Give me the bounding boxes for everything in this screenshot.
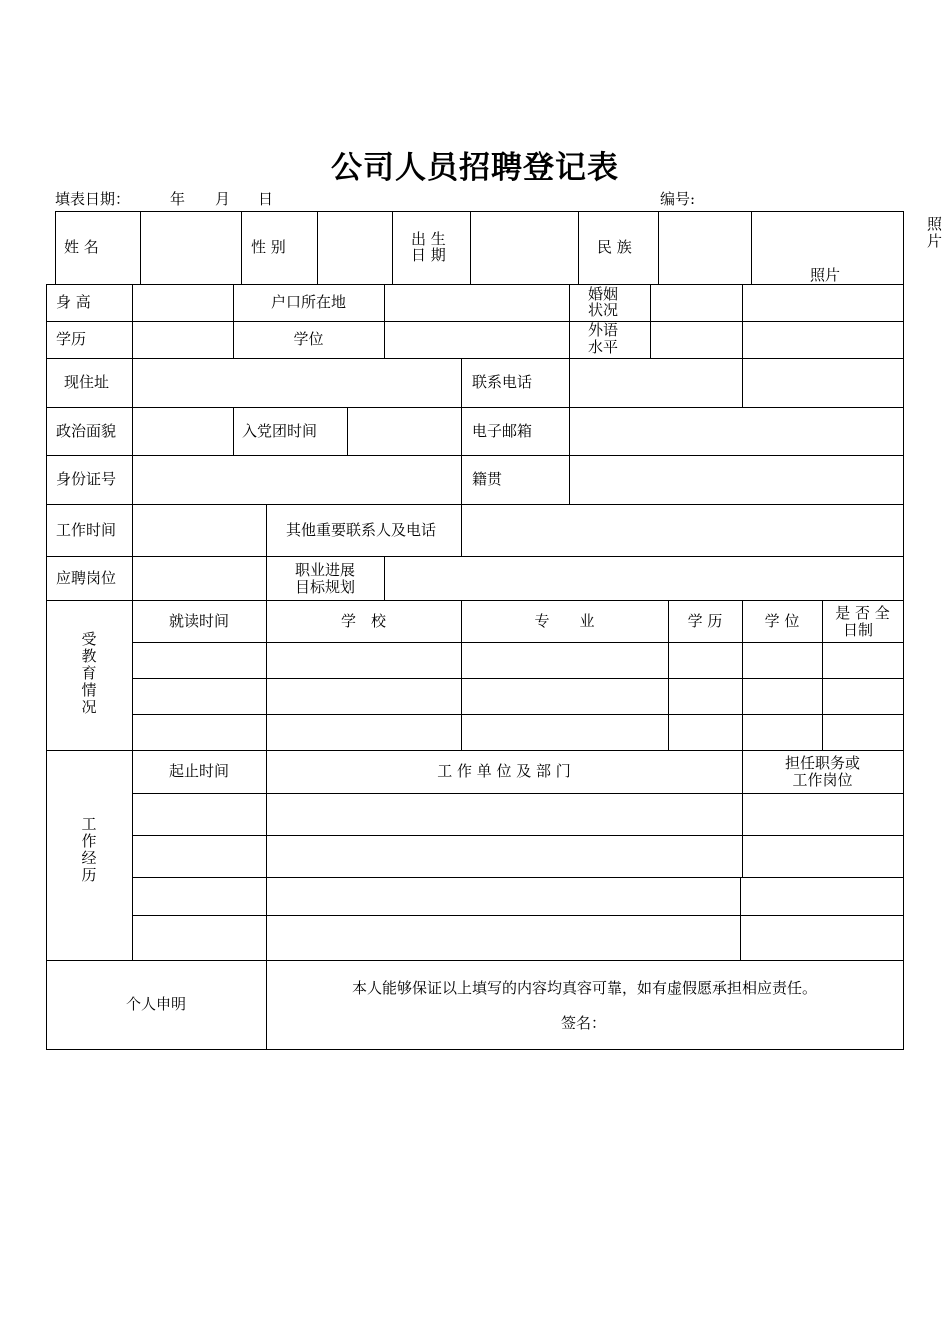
birth-date-label-line1: 出 生 (411, 230, 446, 248)
edu-education-header: 学 历 (687, 612, 723, 630)
education-section-label: 受教育情况 (81, 630, 97, 716)
declaration-label: 个人申明 (125, 995, 186, 1013)
height-label: 身 高 (56, 293, 91, 311)
marital-status-label-line1: 婚姻 (588, 285, 619, 303)
work-section-label: 工作经历 (81, 815, 97, 884)
edu-major-header: 专 业 (534, 612, 595, 630)
edu-fulltime-header-line2: 日制 (842, 621, 873, 639)
language-level-label-line1: 外语 (588, 321, 619, 339)
work-duty-header-line2: 工作岗位 (792, 771, 853, 789)
work-period-header: 起止时间 (168, 762, 229, 780)
edu-degree-header: 学 位 (764, 612, 800, 630)
year-label: 年 (170, 190, 186, 208)
photo-label: 照片 (810, 266, 841, 284)
serial-number-label: 编号: (660, 190, 696, 208)
hukou-label: 户口所在地 (270, 293, 346, 311)
fill-date-label: 填表日期： (55, 190, 131, 208)
work-time-label: 工作时间 (56, 521, 117, 539)
side-photo-label: 照片 (927, 215, 943, 250)
form-title: 公司人员招聘登记表 (331, 150, 619, 186)
name-label: 姓 名 (64, 238, 99, 256)
birth-date-label-line2: 日 期 (411, 246, 446, 264)
career-plan-label-line1: 职业进展 (294, 561, 355, 579)
party-join-time-label: 入党团时间 (242, 422, 318, 440)
language-level-label-line2: 水平 (588, 338, 619, 356)
education-label: 学历 (56, 330, 87, 348)
ethnicity-label: 民 族 (597, 238, 632, 256)
other-contact-label: 其他重要联系人及电话 (286, 521, 437, 539)
day-label: 日 (258, 190, 274, 208)
phone-label: 联系电话 (472, 373, 533, 391)
gender-label: 性 别 (251, 238, 286, 256)
degree-label: 学位 (293, 330, 324, 348)
applied-position-label: 应聘岗位 (56, 569, 117, 587)
work-duty-header-line1: 担任职务或 (784, 754, 860, 772)
month-label: 月 (215, 190, 231, 208)
work-unit-header: 工 作 单 位 及 部 门 (437, 762, 571, 780)
address-label: 现住址 (64, 373, 110, 391)
id-number-label: 身份证号 (56, 470, 117, 488)
declaration-text: 本人能够保证以上填写的内容均真容可靠，如有虚假愿承担相应责任。 (351, 979, 817, 997)
signature-label: 签名： (561, 1014, 607, 1032)
edu-period-header: 就读时间 (168, 612, 229, 630)
career-plan-label-line2: 目标规划 (294, 578, 355, 596)
edu-fulltime-header-line1: 是 否 全 (835, 604, 890, 622)
edu-school-header: 学 校 (340, 612, 386, 630)
marital-status-label-line2: 状况 (588, 301, 619, 319)
native-place-label: 籍贯 (472, 470, 503, 488)
political-status-label: 政治面貌 (56, 422, 117, 440)
email-label: 电子邮箱 (472, 422, 533, 440)
